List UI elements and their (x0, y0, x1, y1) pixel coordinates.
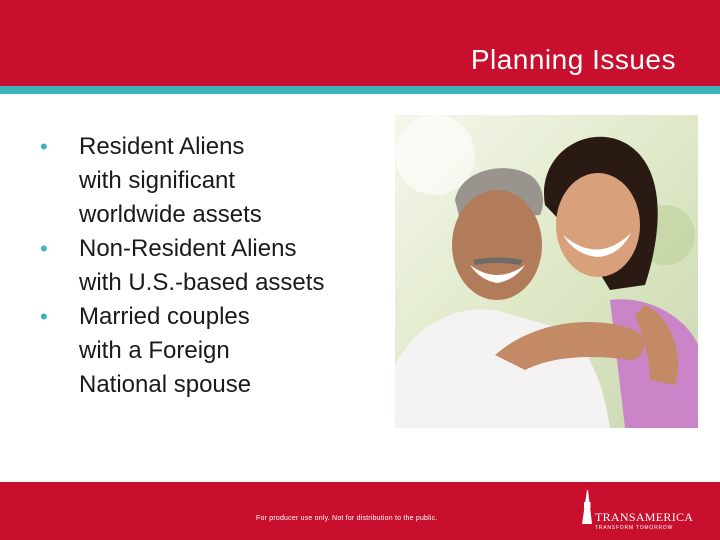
bullet-line: worldwide assets (79, 201, 262, 228)
bullet-icon: • (40, 236, 48, 261)
bullet-item (40, 232, 390, 300)
bullet-line: Non-Resident Aliens (79, 235, 297, 262)
bullet-item (40, 300, 390, 402)
couple-photo-illustration (395, 115, 698, 428)
bullet-icon: • (40, 134, 48, 159)
bullet-line: Married couples (79, 303, 250, 330)
bullet-line: with significant (79, 167, 236, 194)
bullet-line: with a Foreign (79, 337, 230, 364)
transamerica-pyramid-icon (580, 490, 594, 534)
bullet-list (40, 130, 390, 402)
bullet-line: Resident Aliens (79, 133, 245, 160)
header-divider (0, 86, 720, 94)
bullet-icon: • (40, 304, 48, 329)
footer-disclaimer: For producer use only. Not for distribution to the public. (256, 515, 438, 522)
logo-tagline: TRANSFORM TOMORROW (595, 525, 674, 531)
logo-wordmark: TRANSAMERICA (595, 510, 694, 524)
transamerica-logo (580, 490, 694, 534)
slide-title: Planning Issues (470, 44, 676, 75)
couple-photo (395, 115, 698, 428)
bullet-item (40, 130, 390, 232)
bullet-line: with U.S.-based assets (79, 269, 325, 296)
bullet-line: National spouse (79, 371, 252, 398)
